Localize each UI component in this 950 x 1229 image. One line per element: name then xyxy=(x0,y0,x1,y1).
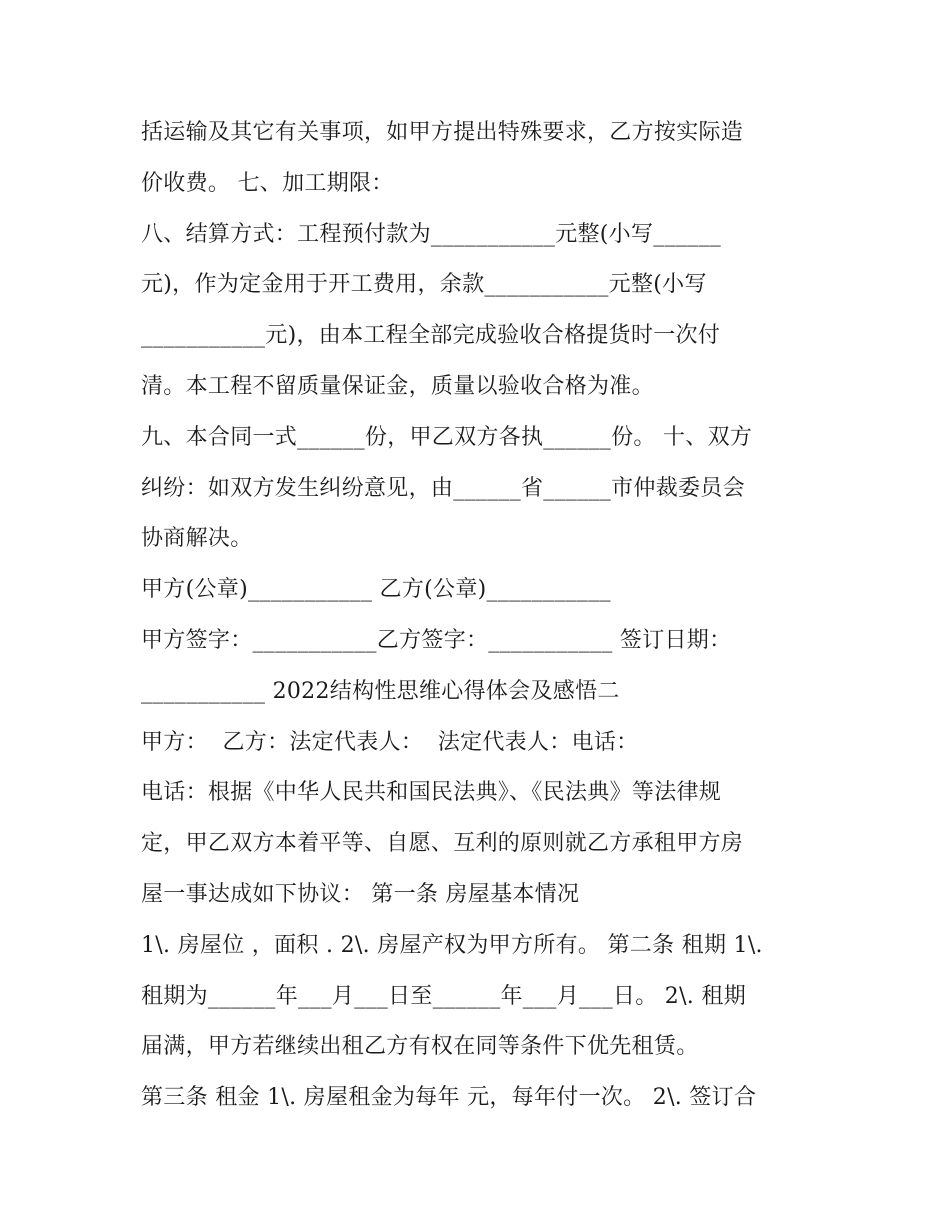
text-line: 甲方： 乙方：法定代表人： 法定代表人：电话： xyxy=(141,729,639,755)
text-line: ___________ 2022结构性思维心得体会及感悟二 xyxy=(141,678,620,704)
text-line: 括运输及其它有关事项，如甲方提出特殊要求，乙方按实际造 xyxy=(141,120,744,145)
text-line: 协商解决。 xyxy=(141,526,253,552)
text-line: ___________元)，由本工程全部完成验收合格提货时一次付 xyxy=(141,323,721,349)
text-line: 租期为______年___月___日至______年___月___日。 2\. 租期 xyxy=(141,983,746,1009)
text-line: 届满，甲方若继续出租乙方有权在同等条件下优先租赁。 xyxy=(141,1034,699,1060)
text-line: 甲方签字：___________乙方签字：___________ 签订日期： xyxy=(141,627,732,653)
text-line: 元)，作为定金用于开工费用，余款___________元整(小写 xyxy=(141,272,707,298)
text-line: 定，甲乙双方本着平等、自愿、互利的原则就乙方承租甲方房 xyxy=(141,831,744,857)
text-line: 价收费。 七、加工期限： xyxy=(141,170,394,196)
text-line: 1\. 房屋位 ，面积 . 2\. 房屋产权为甲方所有。 第二条 租期 1\. xyxy=(141,932,763,958)
document-body xyxy=(141,108,821,1124)
text-line: 甲方(公章)___________ 乙方(公章)___________ xyxy=(141,577,611,603)
text-line: 八、结算方式：工程预付款为___________元整(小写______ xyxy=(141,221,722,247)
text-line: 清。本工程不留质量保证金，质量以验收合格为准。 xyxy=(141,373,654,399)
text-line: 第三条 租金 1\. 房屋租金为每年 元，每年付一次。 2\. 签订合 xyxy=(141,1085,757,1111)
text-line: 电话：根据《中华人民共和国民法典》、《民法典》等法律规 xyxy=(141,780,722,806)
text-line: 屋一事达成如下协议： 第一条 房屋基本情况 xyxy=(141,881,580,907)
text-line: 纠纷：如双方发生纠纷意见，由______省______市仲裁委员会 xyxy=(141,475,745,501)
text-line: 九、本合同一式______份，甲乙双方各执______份。 十、双方 xyxy=(141,424,753,450)
